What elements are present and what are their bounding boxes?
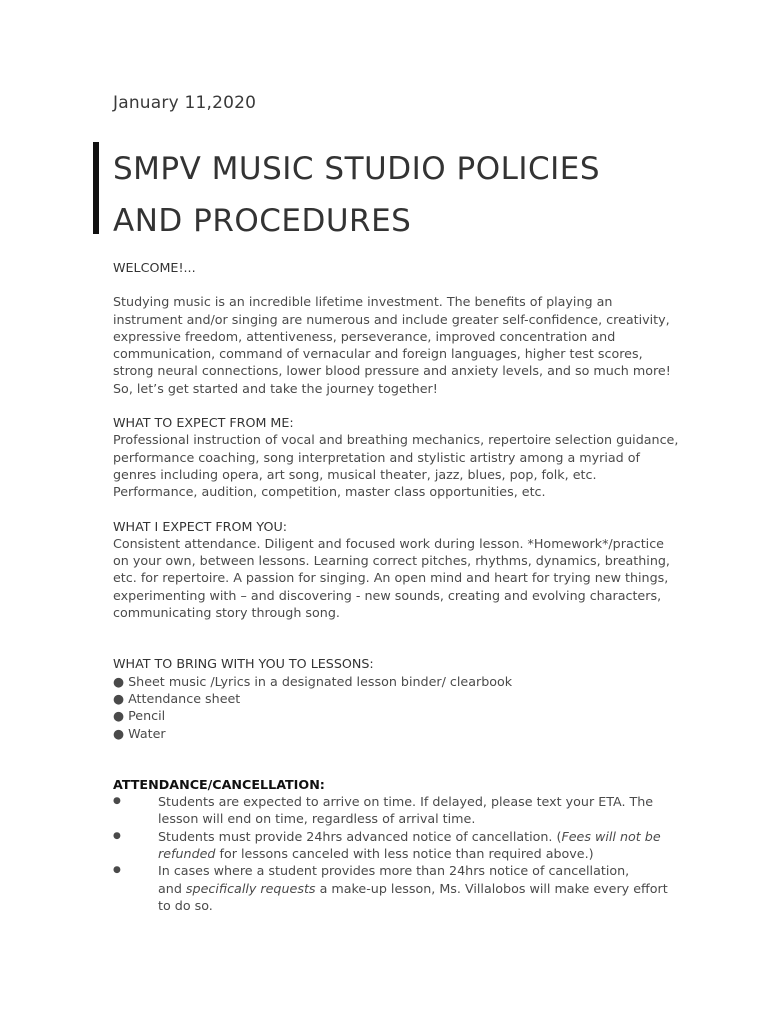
document-title: [113, 143, 713, 247]
list-item-text: a make-up lesson, Ms. Villalobos will make every effort: [315, 880, 668, 896]
list-item: ● Water: [113, 725, 166, 741]
paragraph-line: communication, command of vernacular and foreign languages, higher test scores,: [113, 346, 643, 362]
attendance-heading: ATTENDANCE/CANCELLATION:: [113, 776, 325, 792]
list-item-line: [158, 828, 661, 845]
paragraph-line: communicating story through song.: [113, 605, 340, 621]
emphasis-text: refunded: [158, 846, 216, 862]
list-item-line: lesson will end on time, regardless of arrival time.: [158, 811, 476, 827]
welcome-heading: WELCOME!...: [113, 260, 196, 275]
list-item-text: for lessons canceled with less notice than required above.): [215, 846, 594, 862]
paragraph-line: experimenting with – and discovering - new sounds, creating and evolving characters,: [113, 587, 662, 603]
title-line: AND PROCEDURES: [113, 203, 412, 239]
paragraph-line: strong neural connections, lower blood pressure and anxiety levels, and so much more!: [113, 363, 671, 379]
list-item-line: Students are expected to arrive on time. If delayed, please text your ETA. The: [158, 794, 654, 810]
welcome-paragraph: [113, 293, 671, 397]
list-item: [113, 862, 668, 914]
paragraph-line: Professional instruction of vocal and breathing mechanics, repertoire selection guidance,: [113, 432, 679, 448]
list-item-line: In cases where a student provides more than 24hrs notice of cancellation,: [158, 863, 630, 879]
paragraph-line: etc. for repertoire. A passion for singing. An open mind and heart for trying new things,: [113, 570, 669, 586]
document-date: January 11,2020: [113, 93, 257, 113]
paragraph-line: Studying music is an incredible lifetime investment. The benefits of playing an: [113, 294, 613, 310]
paragraph-line: Consistent attendance. Diligent and focused work during lesson. *Homework*/practice: [113, 535, 664, 551]
list-item: ● Attendance sheet: [113, 690, 241, 706]
list-item-text: and: [158, 880, 186, 896]
list-item-line: to do so.: [158, 897, 213, 913]
list-item: [113, 793, 653, 828]
paragraph-line: instrument and/or singing are numerous and include greater self-confidence, creativity,: [113, 311, 670, 327]
paragraph-line: on your own, between lessons. Learning correct pitches, rhythms, dynamics, breathing,: [113, 553, 670, 569]
paragraph-line: So, let’s get started and take the journey together!: [113, 380, 438, 396]
expect-from-you-paragraph: [113, 535, 670, 621]
attendance-list: [113, 793, 668, 914]
bullet: ●: [113, 796, 121, 807]
list-item-text: Students must provide 24hrs advanced notice of cancellation. (: [158, 828, 562, 844]
list-item-line: [158, 880, 668, 897]
bullet: ●: [113, 865, 121, 876]
title-line: SMPV MUSIC STUDIO POLICIES: [113, 151, 601, 187]
bullet: ●: [113, 830, 121, 841]
list-item: ● Pencil: [113, 708, 166, 724]
expect-from-me-paragraph: [113, 431, 679, 500]
paragraph-line: performance coaching, song interpretation and stylistic artistry among a myriad of: [113, 449, 640, 465]
list-item: ● Sheet music /Lyrics in a designated lesson binder/ clearbook: [113, 673, 513, 689]
paragraph-line: Performance, audition, competition, master class opportunities, etc.: [113, 484, 546, 500]
paragraph-line: expressive freedom, attentiveness, perseverance, improved concentration and: [113, 328, 616, 344]
emphasis-text: specifically requests: [185, 880, 316, 896]
emphasis-text: Fees will not be: [561, 828, 661, 844]
document-body: [113, 259, 679, 914]
expect-from-me-heading: WHAT TO EXPECT FROM ME:: [113, 415, 294, 431]
list-item-line: [158, 845, 653, 862]
list-item: [113, 828, 661, 863]
expect-from-you-heading: WHAT I EXPECT FROM YOU:: [113, 518, 288, 534]
title-accent-bar: [93, 142, 99, 234]
bring-to-lessons-list: [113, 673, 653, 742]
paragraph-line: genres including opera, art song, musical theater, jazz, blues, pop, folk, etc.: [113, 466, 597, 482]
bring-to-lessons-heading: WHAT TO BRING WITH YOU TO LESSONS:: [113, 656, 374, 672]
